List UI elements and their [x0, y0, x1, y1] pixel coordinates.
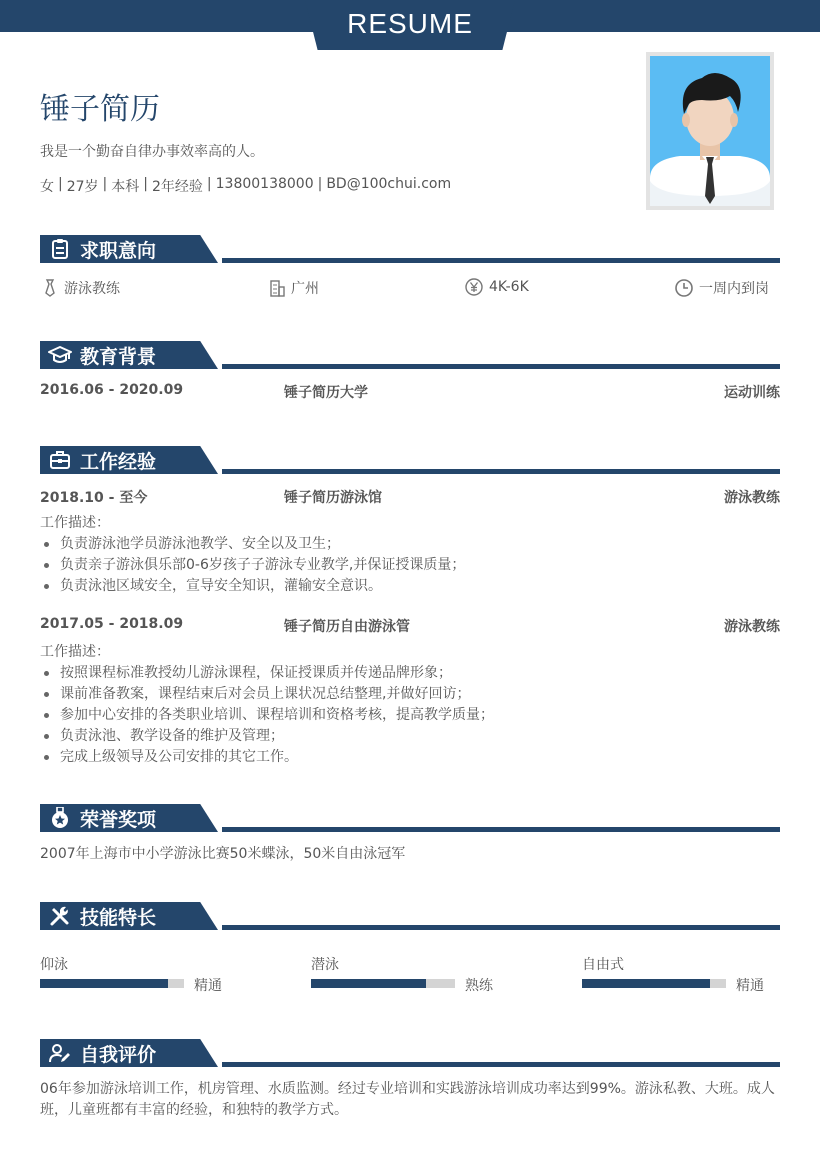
- intro-text: 我是一个勤奋自律办事效率高的人。: [40, 144, 264, 160]
- work-title: 游泳教练: [724, 490, 780, 506]
- work-desc-item: 按照课程标准教授幼儿游泳课程，保证授课质并传递品牌形象；: [40, 663, 494, 684]
- work-desc-item: 参加中心安排的各类职业培训、课程培训和资格考核，提高教学质量；: [40, 705, 494, 726]
- clock-icon: [675, 279, 693, 297]
- work-row: [40, 616, 780, 636]
- skill-level: 精通: [194, 978, 222, 994]
- skill-item: [582, 954, 782, 994]
- info-experience: 2年经验: [151, 179, 203, 195]
- intent-salary: 4K-6K: [465, 278, 529, 296]
- work-row: [40, 487, 780, 507]
- tie-icon: [42, 279, 58, 297]
- info-phone: 13800138000: [215, 176, 314, 192]
- resume-banner-text: RESUME: [347, 8, 473, 39]
- skill-name: 潜泳: [311, 957, 339, 973]
- work-desc-label: 工作描述：: [40, 644, 110, 660]
- self-evaluation-text: [40, 1079, 775, 1121]
- work-desc-item: 负责泳池区域安全，宣导安全知识，灌输安全意识。: [40, 576, 465, 597]
- avatar: [646, 52, 774, 210]
- intent-availability: 一周内到岗: [675, 278, 769, 298]
- job-intent-row: [40, 278, 780, 300]
- work-company: 锤子简历自由游泳管: [284, 619, 410, 635]
- section-title: 自我评价: [80, 1044, 157, 1066]
- work-desc-item: 完成上级领导及公司安排的其它工作。: [40, 747, 494, 768]
- tools-icon: [48, 905, 72, 927]
- education-school: 锤子简历大学: [284, 385, 368, 401]
- skill-item: [40, 954, 240, 994]
- work-desc-label: 工作描述：: [40, 515, 110, 531]
- skill-bar: [582, 979, 726, 988]
- work-desc-item: 课前准备教案，课程结束后对会员上课状况总结整理,并做好回访；: [40, 684, 494, 705]
- skill-name: 自由式: [582, 957, 624, 973]
- section-title: 教育背景: [80, 346, 157, 368]
- section-header-work: [40, 446, 780, 476]
- honors-text: 2007年上海市中小学游泳比赛50米蝶泳，50米自由泳冠军: [40, 846, 406, 862]
- work-desc-item: 负责游泳池学员游泳池教学、安全以及卫生；: [40, 534, 465, 555]
- section-header-education: [40, 341, 780, 371]
- medal-icon: [48, 807, 72, 829]
- briefcase-icon: [48, 449, 72, 471]
- resume-name: 锤子简历: [40, 92, 160, 127]
- info-gender: 女: [40, 179, 54, 195]
- intent-position: 游泳教练: [42, 278, 120, 298]
- skill-name: 仰泳: [40, 957, 68, 973]
- self-evaluation-line: 班，儿童班都有丰富的经验，和独特的教学方式。: [40, 1102, 348, 1118]
- skill-level: 精通: [736, 978, 764, 994]
- skill-bar: [311, 979, 455, 988]
- work-title: 游泳教练: [724, 619, 780, 635]
- section-title: 荣誉奖项: [80, 809, 157, 831]
- section-title: 技能特长: [80, 907, 157, 929]
- skill-bar: [40, 979, 184, 988]
- section-header-skills: [40, 902, 780, 932]
- education-period: 2016.06 - 2020.09: [40, 382, 184, 398]
- building-icon: [269, 279, 285, 297]
- work-desc-item: 负责亲子游泳俱乐部0-6岁孩子子游泳专业教学,并保证授课质量；: [40, 555, 465, 576]
- work-company: 锤子简历游泳馆: [284, 490, 382, 506]
- work-desc-item: 负责泳池、教学设备的维护及管理；: [40, 726, 494, 747]
- info-degree: 本科: [111, 179, 140, 195]
- info-age: 27岁: [66, 179, 99, 195]
- section-header-intent: [40, 235, 780, 265]
- self-evaluation-line: 06年参加游泳培训工作，机房管理、水质监测。经过专业培训和实践游泳培训成功率达到99%。游泳私教、大班。成人: [40, 1081, 775, 1097]
- section-header-self-evaluation: [40, 1039, 780, 1069]
- intent-city: 广州: [269, 278, 319, 298]
- education-row: [40, 382, 780, 402]
- section-header-honors: [40, 804, 780, 834]
- section-title: 求职意向: [80, 240, 157, 262]
- section-title: 工作经验: [80, 451, 157, 473]
- personal-info: 女 | 27岁 | 本科 | 2年经验 | 13800138000 | BD@100chui.com: [40, 176, 452, 195]
- work-description: [40, 513, 465, 597]
- user-edit-icon: [48, 1042, 72, 1064]
- skill-level: 熟练: [465, 978, 493, 994]
- education-major: 运动训练: [724, 385, 780, 401]
- work-period: 2017.05 - 2018.09: [40, 616, 184, 632]
- info-email: BD@100chui.com: [326, 176, 452, 192]
- yen-icon: [465, 278, 483, 296]
- skill-item: [311, 954, 511, 994]
- work-description: [40, 642, 494, 768]
- work-period: 2018.10 - 至今: [40, 490, 148, 506]
- graduation-cap-icon: [48, 344, 72, 366]
- clipboard-icon: [48, 238, 72, 260]
